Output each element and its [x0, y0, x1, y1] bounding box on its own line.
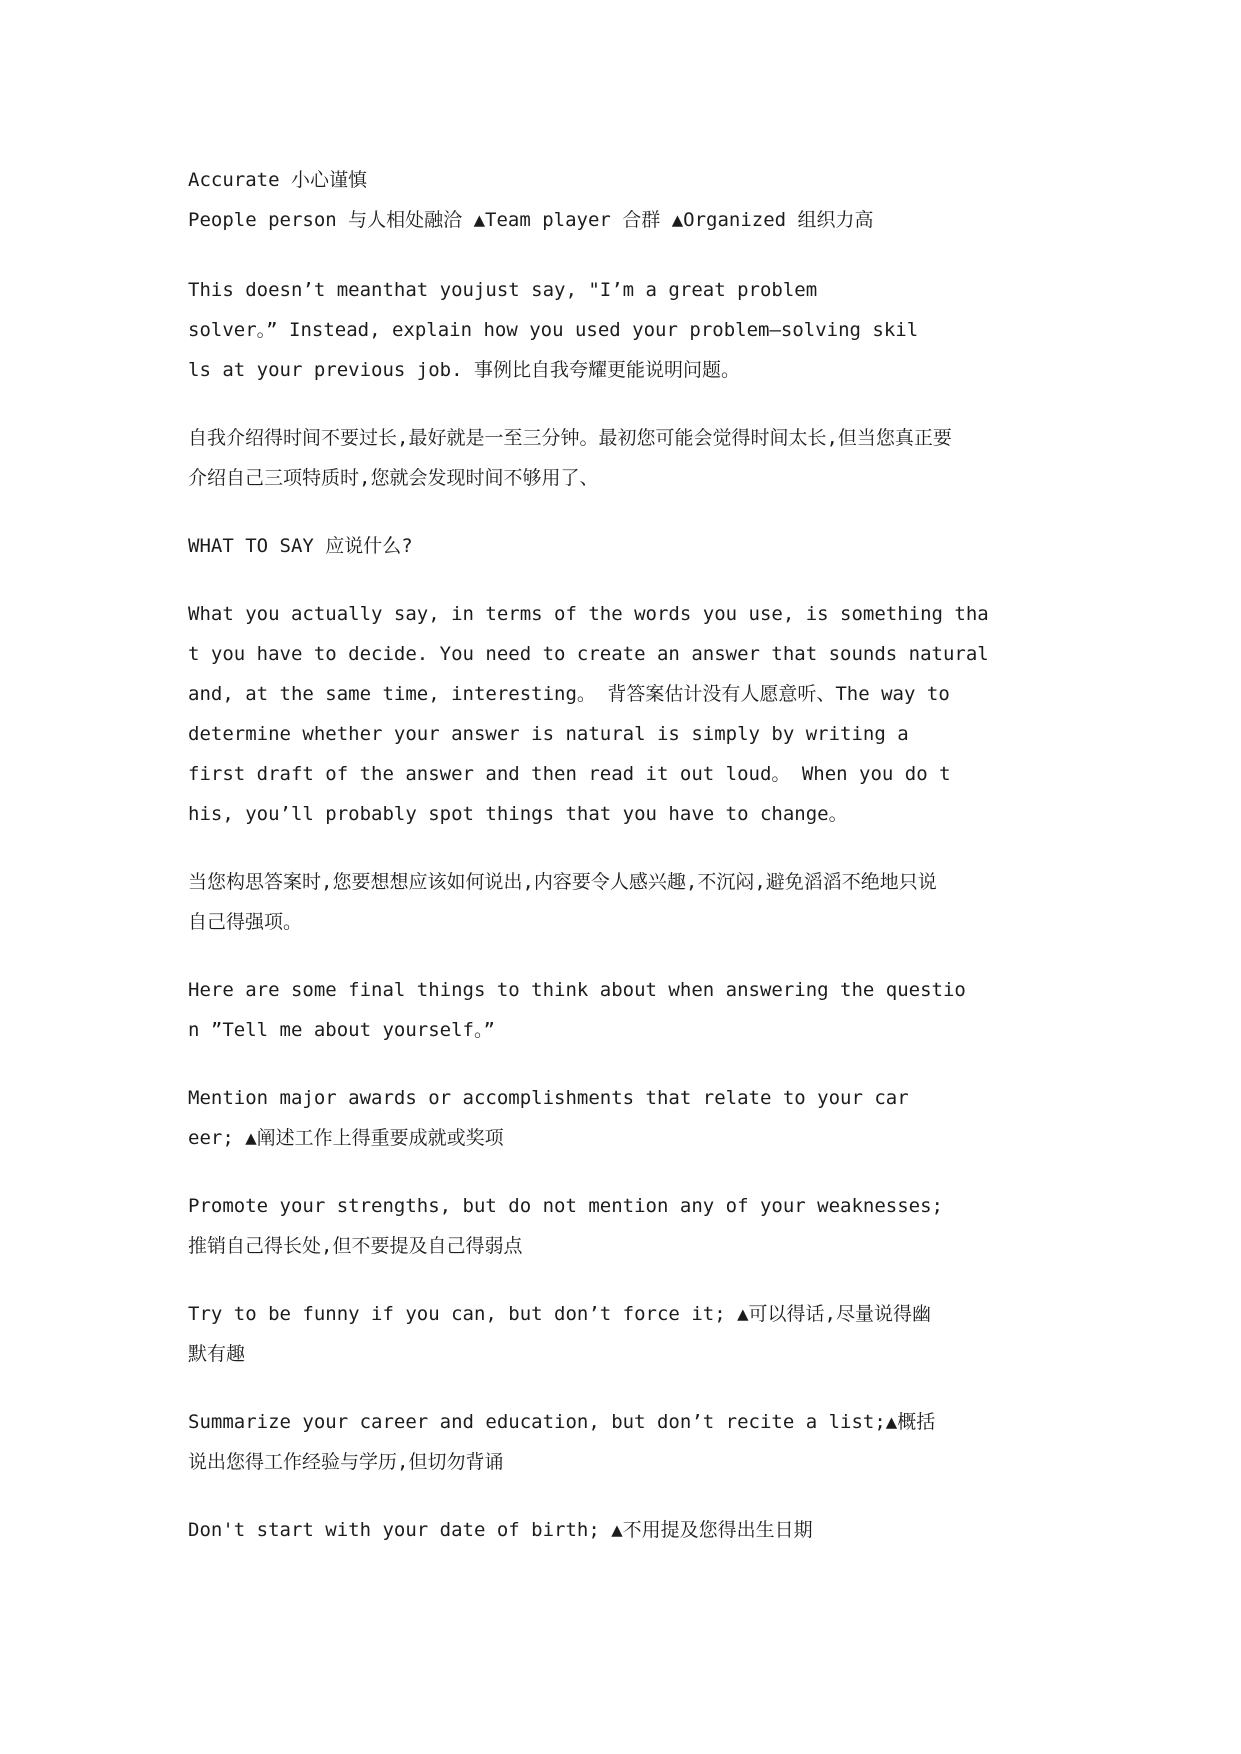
- text-line: and, at the same time, interesting。 背答案估计没有人愿意听、The way to: [188, 683, 950, 705]
- tip-birth-date: [188, 1510, 1108, 1550]
- text-line: eer; ▲阐述工作上得重要成就或奖项: [188, 1127, 504, 1149]
- section-heading-what-to-say: [188, 526, 1108, 566]
- paragraph-what-you-say: [188, 594, 1108, 834]
- text-line: Summarize your career and education, but don’t recite a list;▲概括: [188, 1411, 936, 1433]
- text-line: 自己得强项。: [188, 911, 303, 933]
- text-line: 自我介绍得时间不要过长,最好就是一至三分钟。最初您可能会觉得时间太长,但当您真正要: [188, 427, 952, 449]
- text-line: Here are some final things to think about when answering the questio: [188, 979, 966, 1001]
- heading-line: WHAT TO SAY 应说什么?: [188, 535, 413, 557]
- document-body: [188, 160, 1108, 1578]
- tip-strengths: [188, 1186, 1108, 1266]
- tip-funny: [188, 1294, 1108, 1374]
- text-line: Try to be funny if you can, but don’t force it; ▲可以得话,尽量说得幽: [188, 1303, 931, 1325]
- text-line: determine whether your answer is natural is simply by writing a: [188, 723, 909, 745]
- paragraph-time-limit: [188, 418, 1108, 498]
- paragraph-traits: [188, 160, 1108, 240]
- text-line: People person 与人相处融洽 ▲Team player 合群 ▲Organized 组织力高: [188, 209, 874, 231]
- text-line: first draft of the answer and then read it out loud。 When you do t: [188, 763, 951, 785]
- text-line: Promote your strengths, but do not mention any of your weaknesses;: [188, 1195, 943, 1217]
- text-line: 默有趣: [188, 1343, 246, 1365]
- text-line: Accurate 小心谨慎: [188, 169, 367, 191]
- text-line: ls at your previous job. 事例比自我夸耀更能说明问题。: [188, 359, 740, 381]
- paragraph-problem-solver: [188, 270, 1108, 390]
- text-line: his, you’ll probably spot things that you have to change。: [188, 803, 848, 825]
- text-line: 说出您得工作经验与学历,但切勿背诵: [188, 1451, 504, 1473]
- text-line: This doesn’t meanthat youjust say, "I’m a great problem: [188, 279, 818, 301]
- text-line: 当您构思答案时,您要想想应该如何说出,内容要令人感兴趣,不沉闷,避免滔滔不绝地只说: [188, 871, 937, 893]
- text-line: Don't start with your date of birth; ▲不用提及您得出生日期: [188, 1519, 813, 1541]
- text-line: n ”Tell me about yourself。”: [188, 1019, 495, 1041]
- text-line: t you have to decide. You need to create an answer that sounds natural: [188, 643, 989, 665]
- text-line: Mention major awards or accomplishments that relate to your car: [188, 1087, 909, 1109]
- paragraph-final-things: [188, 970, 1108, 1050]
- text-line: 介绍自己三项特质时,您就会发现时间不够用了、: [188, 467, 599, 489]
- text-line: solver。” Instead, explain how you used your problem—solving skil: [188, 319, 919, 341]
- tip-summarize: [188, 1402, 1108, 1482]
- text-line: What you actually say, in terms of the words you use, is something tha: [188, 603, 989, 625]
- tip-awards: [188, 1078, 1108, 1158]
- text-line: 推销自己得长处,但不要提及自己得弱点: [188, 1235, 523, 1257]
- paragraph-answer-design: [188, 862, 1108, 942]
